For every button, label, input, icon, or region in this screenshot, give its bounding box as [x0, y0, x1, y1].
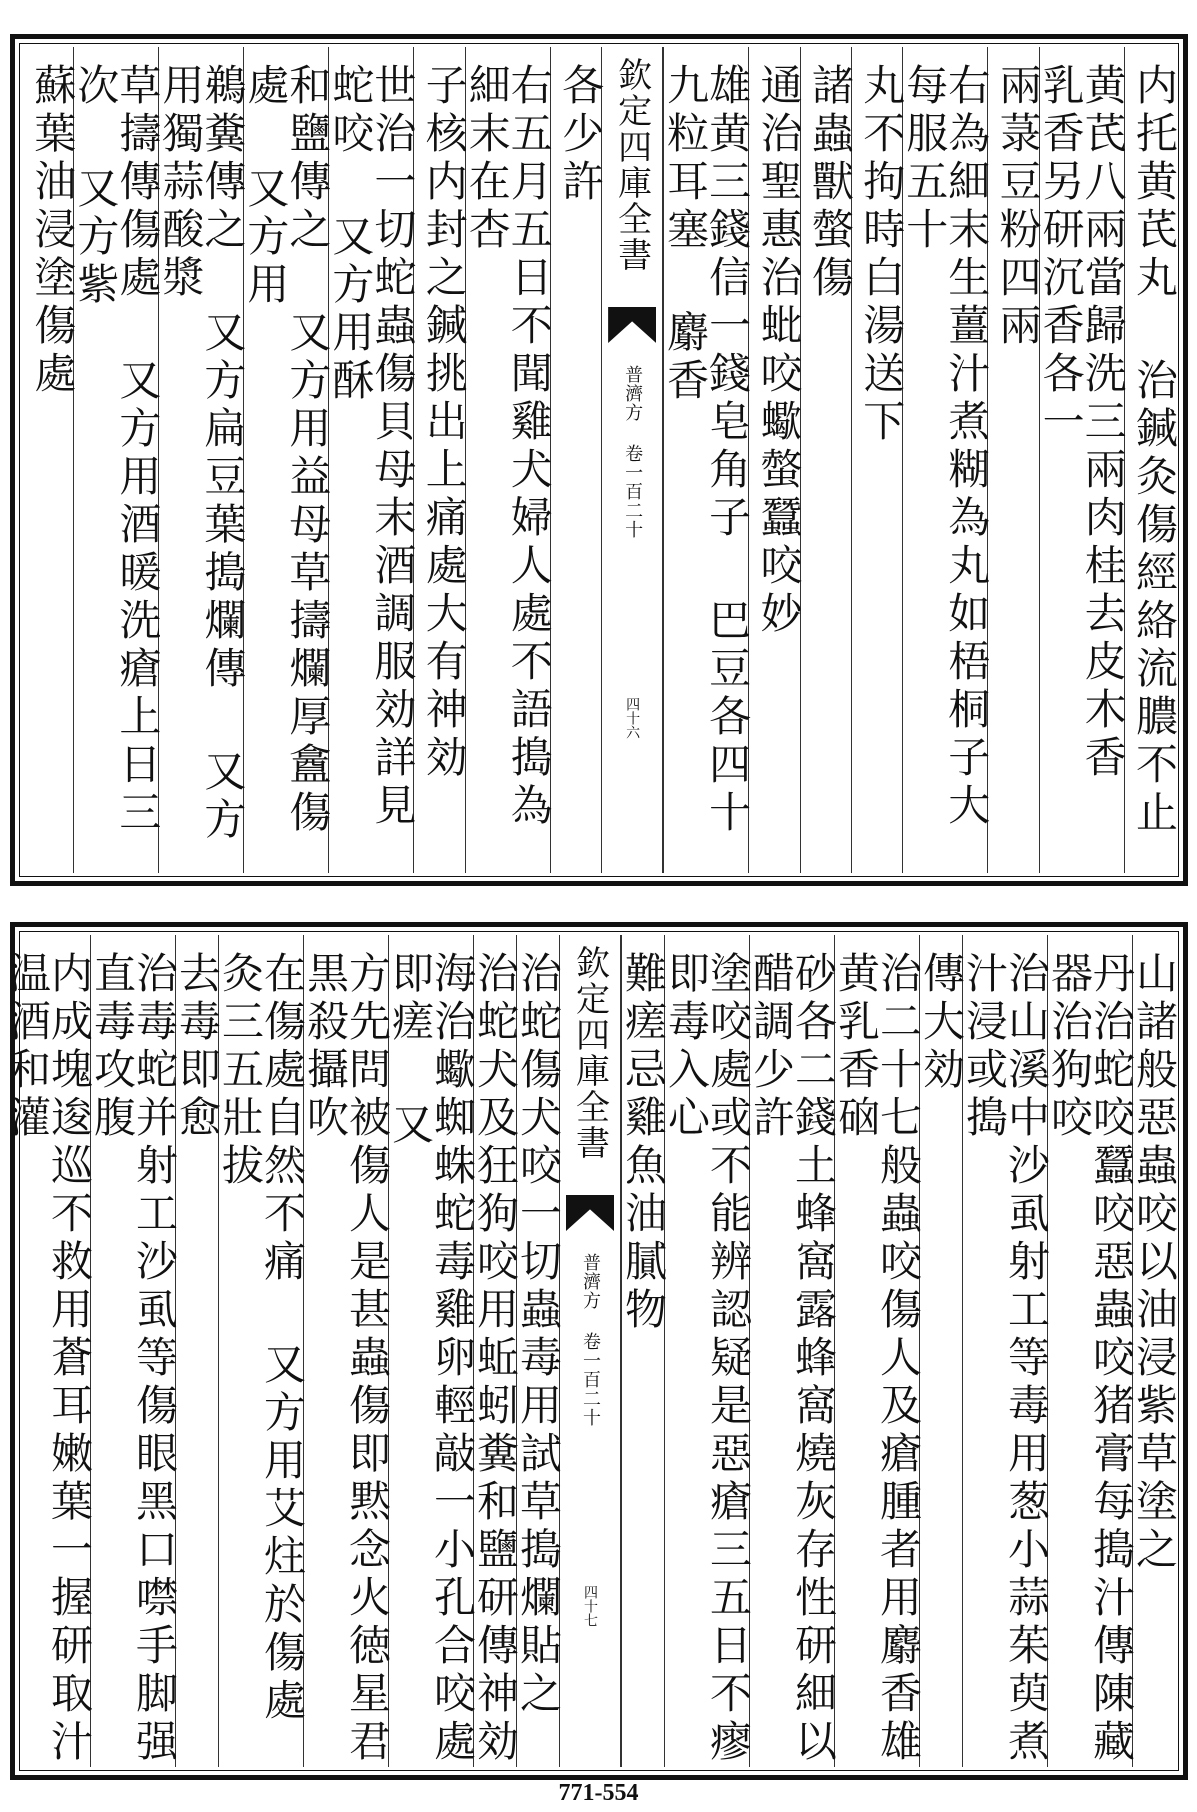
volume-label: 普濟方 卷一百二十	[622, 365, 644, 539]
column-text: 草擣傳傷處 又方用酒暖洗瘡上日三次 又方紫	[71, 63, 163, 838]
column-text: 世治一切蛇蟲傷貝母末酒調服効詳見蛇咬 又方用酥	[326, 63, 418, 831]
leaf-number: 四十七	[582, 1585, 598, 1627]
left-text-column	[173, 935, 222, 1767]
left-text-column	[3, 935, 94, 1767]
left-text-column	[514, 935, 563, 1767]
volume-label: 普濟方 卷一百二十	[580, 1253, 601, 1427]
column-text: 治毒蛇并射工沙虱等傷眼黑口噤手脚强直毒攻腹	[88, 951, 179, 1767]
left-text-column	[301, 935, 392, 1767]
left-text-column	[156, 47, 248, 873]
left-text-column	[241, 47, 333, 873]
page-footer-number: 771-554	[558, 1780, 639, 1806]
column-text: 雄黄三錢信一錢皂角子 巴豆各四十九粒耳塞 麝香	[661, 63, 753, 838]
left-text-column	[462, 47, 554, 873]
right-text-column	[800, 47, 855, 873]
column-text: 海治蠍蜘蛛蛇毒雞卵輕敲一小孔合咬處即瘥 又	[386, 951, 477, 1767]
column-text: 各少許	[556, 63, 606, 207]
fish-tail-mark	[608, 307, 656, 343]
fish-tail-mark	[566, 1195, 614, 1231]
collection-title: 欽定四庫全書	[611, 57, 652, 273]
right-text-column	[661, 47, 753, 873]
right-text-column	[748, 47, 804, 873]
right-text-column	[619, 935, 668, 1767]
column-text: 丹治蛇咬蠶咬惡蟲咬猪膏每搗汁傳陳藏器治狗咬	[1045, 951, 1136, 1767]
bottom-columns	[3, 935, 1179, 1767]
right-text-column	[900, 47, 992, 873]
column-text: 鵜糞傳之 又方扁豆葉搗爛傳 又方用獨蒜酸漿	[156, 63, 248, 845]
right-text-column	[1124, 47, 1179, 873]
right-text-column	[747, 935, 838, 1767]
left-text-column	[71, 47, 163, 873]
leaf-number: 四十六	[624, 697, 641, 739]
column-text: 治蛇犬及狂狗咬用蚯蚓糞和鹽研傳神効	[471, 951, 520, 1767]
left-text-column	[23, 47, 78, 873]
column-text: 治蛇傷犬咬一切蟲毒用試草搗爛貼之	[514, 951, 563, 1719]
column-text: 蘇葉油浸塗傷處	[28, 63, 78, 399]
column-text: 黄芪八兩當歸洗三兩肉桂去皮木香 乳香另研沉香各一	[1036, 63, 1128, 783]
top-page-panel	[10, 34, 1188, 886]
column-text: 内托黄芪丸 治鍼灸傷經絡流膿不止	[1130, 63, 1179, 838]
top-columns	[23, 47, 1179, 873]
collection-title: 欽定四庫全書	[569, 945, 610, 1161]
column-text: 山諸般惡蟲咬以油浸紫草塗之	[1130, 951, 1179, 1575]
column-text: 諸蟲獸螫傷	[805, 63, 855, 303]
left-text-column	[88, 935, 179, 1767]
center-fold-strip	[601, 47, 663, 873]
column-text: 在傷處自然不痛 又方用艾炷於傷處灸三五壯拔	[216, 951, 307, 1726]
left-text-column	[550, 47, 606, 873]
right-text-column	[851, 47, 907, 873]
left-text-column	[326, 47, 418, 873]
column-text: 子核内封之鍼挑出上痛處大有神効	[419, 63, 469, 783]
left-text-column	[413, 47, 469, 873]
right-text-column	[832, 935, 923, 1767]
right-text-column	[960, 935, 1051, 1767]
left-text-column	[386, 935, 477, 1767]
right-text-column	[987, 47, 1043, 873]
column-text: 丸不拘時白湯送下	[857, 63, 907, 447]
column-text: 治山溪中沙虱射工等毒用葱小蒜茱萸煮汁浸或搗	[960, 951, 1051, 1767]
right-text-column	[1130, 935, 1179, 1767]
column-text: 去毒即愈	[173, 951, 222, 1143]
column-text: 塗咬處或不能辨認疑是惡瘡三五日不瘳即毒入心	[662, 951, 753, 1767]
left-text-column	[216, 935, 307, 1767]
right-text-column	[1045, 935, 1136, 1767]
column-text: 右為細末生薑汁煮糊為丸如梧桐子大每服五十	[900, 63, 992, 831]
column-text: 通治聖惠治蚍咬蠍螫蠶咬妙	[754, 63, 804, 639]
column-text: 傳大効	[917, 951, 966, 1095]
column-text: 右五月五日不聞雞犬婦人處不語搗為細末在杏	[462, 63, 554, 831]
right-text-column	[917, 935, 966, 1767]
right-text-column	[1036, 47, 1128, 873]
column-text: 兩菉豆粉四兩	[993, 63, 1043, 351]
center-fold-strip	[559, 935, 621, 1767]
right-text-column	[662, 935, 753, 1767]
bottom-page-panel	[3, 922, 1188, 1780]
column-text: 内成塊逡巡不救用蒼耳嫩葉一握研取汁温酒和灌	[3, 951, 94, 1767]
column-text: 難瘥忌雞魚油膩物	[619, 951, 668, 1335]
column-text: 方先問被傷人是甚蟲傷即黙念火徳星君黒殺攝吹	[301, 951, 392, 1767]
column-text: 砂各二錢土蜂窩露蜂窩燒灰存性研細以醋調少許	[747, 951, 838, 1767]
left-text-column	[471, 935, 520, 1767]
column-text: 和鹽傳之 又方用益母草擣爛厚盫傷處 又方用	[241, 63, 333, 838]
column-text: 治二十七般蟲咬傷人及瘡腫者用麝香雄黄乳香硇	[832, 951, 923, 1767]
